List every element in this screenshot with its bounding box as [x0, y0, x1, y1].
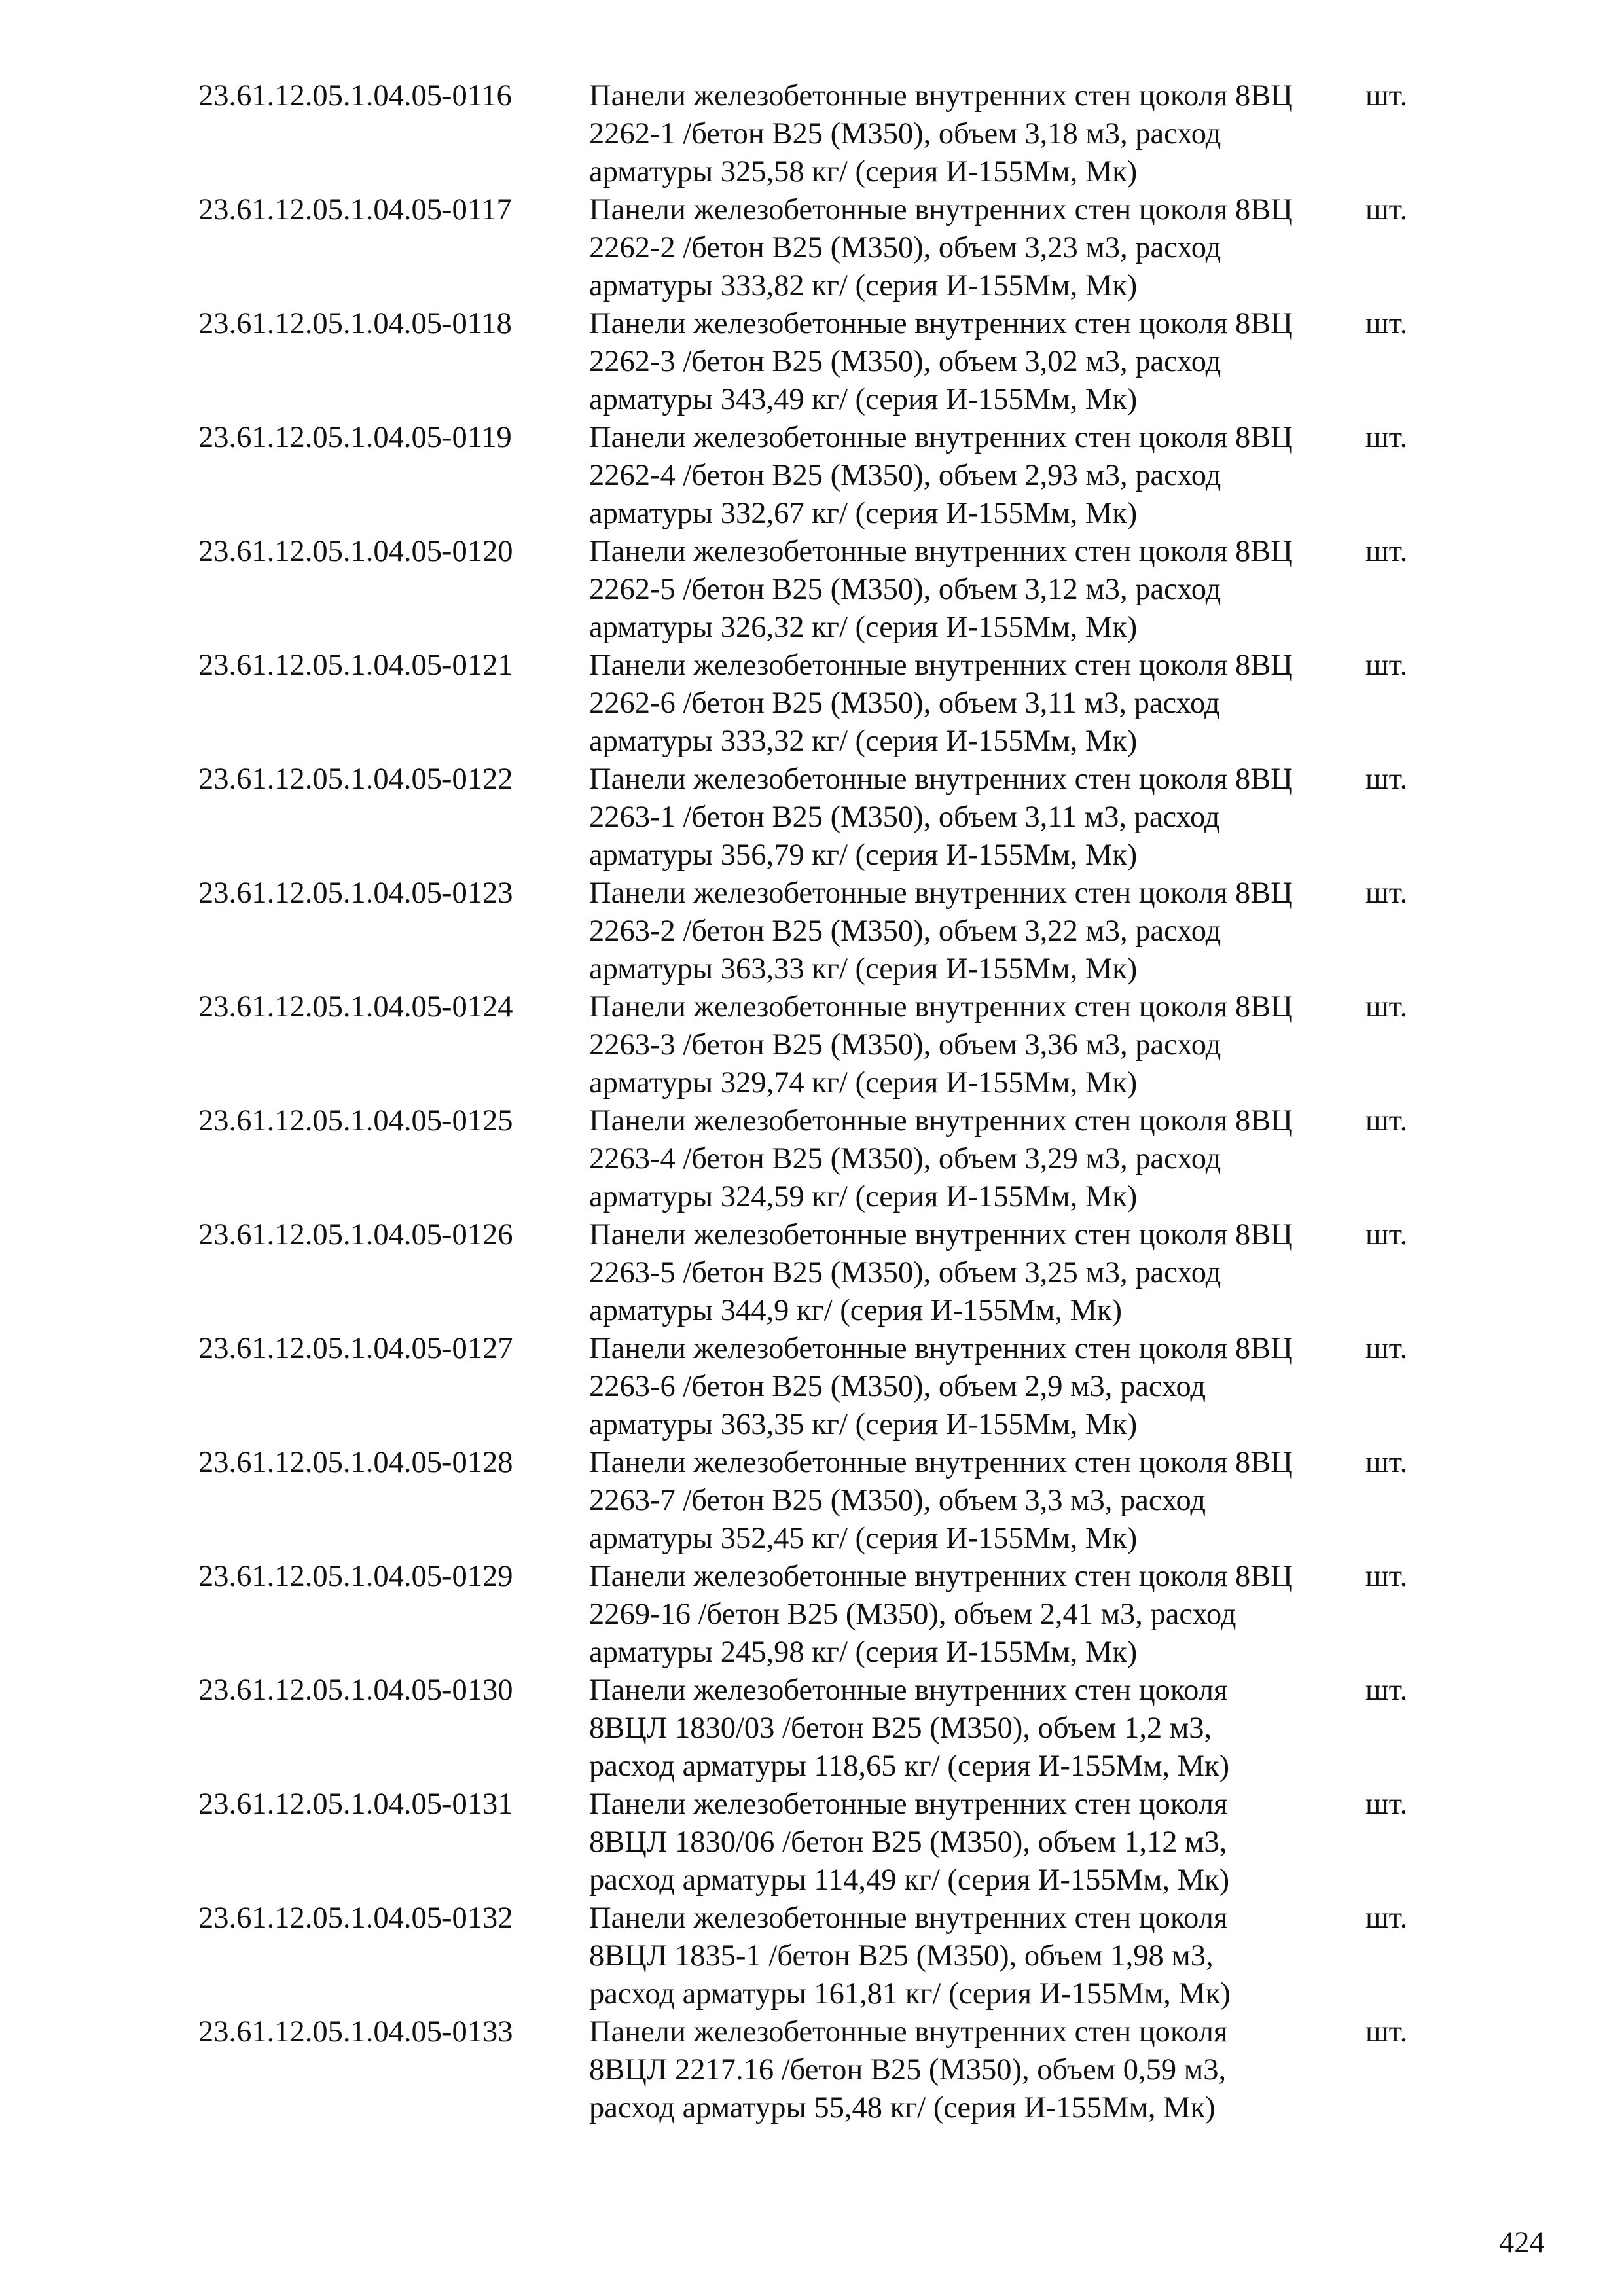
- resource-description: [589, 191, 1362, 305]
- description-line: 2263-6 /бетон В25 (М350), объем 2,9 м3, расход: [589, 1370, 1206, 1403]
- description-line: Панели железобетонные внутренних стен цоколя 8ВЦ: [589, 535, 1293, 568]
- description-line: арматуры 363,35 кг/ (серия И-155Мм, Мк): [589, 1408, 1138, 1441]
- description-line: 8ВЦЛ 1835-1 /бетон В25 (М350), объем 1,98 м3,: [589, 1939, 1214, 1973]
- description-line: Панели железобетонные внутренних стен цоколя 8ВЦ: [589, 421, 1293, 454]
- table-row: [198, 1672, 1442, 1785]
- description-line: 2262-4 /бетон В25 (М350), объем 2,93 м3, расход: [589, 459, 1221, 492]
- resource-code: 23.61.12.05.1.04.05-0131: [198, 1787, 513, 1821]
- resource-description: [589, 1672, 1362, 1785]
- unit-of-measure: шт.: [1365, 79, 1408, 113]
- resource-description: [589, 419, 1362, 533]
- resource-code: 23.61.12.05.1.04.05-0117: [198, 193, 512, 226]
- table-row: [198, 77, 1442, 191]
- resource-description: [589, 533, 1362, 647]
- table-row: [198, 2013, 1442, 2127]
- description-line: 2263-3 /бетон В25 (М350), объем 3,36 м3, расход: [589, 1028, 1221, 1062]
- description-line: Панели железобетонные внутренних стен цоколя 8ВЦ: [589, 1560, 1293, 1593]
- description-line: 2263-7 /бетон В25 (М350), объем 3,3 м3, расход: [589, 1484, 1206, 1517]
- table-row: [198, 305, 1442, 419]
- resource-code: 23.61.12.05.1.04.05-0121: [198, 649, 513, 682]
- table-row: [198, 419, 1442, 533]
- description-line: арматуры 329,74 кг/ (серия И-155Мм, Мк): [589, 1066, 1138, 1100]
- resource-description: [589, 1330, 1362, 1444]
- table-row: [198, 1330, 1442, 1444]
- table-row: [198, 1216, 1442, 1330]
- description-line: расход арматуры 55,48 кг/ (серия И-155Мм, Мк): [589, 2091, 1216, 2125]
- description-line: Панели железобетонные внутренних стен цоколя 8ВЦ: [589, 307, 1293, 340]
- table-row: [198, 1558, 1442, 1672]
- description-line: Панели железобетонные внутренних стен цоколя: [589, 1787, 1228, 1821]
- unit-of-measure: шт.: [1365, 421, 1408, 454]
- description-line: арматуры 333,82 кг/ (серия И-155Мм, Мк): [589, 269, 1138, 302]
- resource-description: [589, 874, 1362, 988]
- description-line: 2269-16 /бетон В25 (М350), объем 2,41 м3, расход: [589, 1598, 1236, 1631]
- resource-code: 23.61.12.05.1.04.05-0120: [198, 535, 513, 568]
- resource-description: [589, 1785, 1362, 1899]
- description-line: арматуры 325,58 кг/ (серия И-155Мм, Мк): [589, 155, 1138, 188]
- resource-description: [589, 77, 1362, 191]
- description-line: Панели железобетонные внутренних стен цоколя 8ВЦ: [589, 1104, 1293, 1138]
- description-line: Панели железобетонные внутренних стен цоколя 8ВЦ: [589, 193, 1293, 226]
- unit-of-measure: шт.: [1365, 1218, 1408, 1251]
- description-line: расход арматуры 114,49 кг/ (серия И-155Мм, Мк): [589, 1863, 1230, 1897]
- description-line: Панели железобетонные внутренних стен цоколя 8ВЦ: [589, 1446, 1293, 1479]
- resource-description: [589, 1444, 1362, 1558]
- table-row: [198, 988, 1442, 1102]
- resource-description: [589, 647, 1362, 761]
- resource-code: 23.61.12.05.1.04.05-0127: [198, 1332, 513, 1365]
- table-row: [198, 191, 1442, 305]
- unit-of-measure: шт.: [1365, 762, 1408, 796]
- table-row: [198, 1102, 1442, 1216]
- description-line: арматуры 356,79 кг/ (серия И-155Мм, Мк): [589, 838, 1138, 872]
- description-line: арматуры 245,98 кг/ (серия И-155Мм, Мк): [589, 1636, 1138, 1669]
- description-line: Панели железобетонные внутренних стен цоколя 8ВЦ: [589, 990, 1293, 1024]
- description-line: Панели железобетонные внутренних стен цоколя: [589, 1901, 1228, 1935]
- unit-of-measure: шт.: [1365, 2015, 1408, 2049]
- resource-code: 23.61.12.05.1.04.05-0125: [198, 1104, 513, 1138]
- description-line: 2263-5 /бетон В25 (М350), объем 3,25 м3, расход: [589, 1256, 1221, 1289]
- description-line: арматуры 344,9 кг/ (серия И-155Мм, Мк): [589, 1294, 1122, 1327]
- resource-code: 23.61.12.05.1.04.05-0129: [198, 1560, 513, 1593]
- description-line: Панели железобетонные внутренних стен цоколя 8ВЦ: [589, 79, 1293, 113]
- description-line: Панели железобетонные внутренних стен цоколя: [589, 1674, 1228, 1707]
- resource-description: [589, 1899, 1362, 2013]
- description-line: 8ВЦЛ 2217.16 /бетон В25 (М350), объем 0,59 м3,: [589, 2053, 1227, 2087]
- resource-code: 23.61.12.05.1.04.05-0119: [198, 421, 512, 454]
- page-number: 424: [1499, 2226, 1545, 2259]
- resource-code: 23.61.12.05.1.04.05-0128: [198, 1446, 513, 1479]
- resource-description: [589, 761, 1362, 874]
- table-row: [198, 874, 1442, 988]
- description-line: 8ВЦЛ 1830/03 /бетон В25 (М350), объем 1,2 м3,: [589, 1712, 1212, 1745]
- table-row: [198, 1899, 1442, 2013]
- description-line: 2262-3 /бетон В25 (М350), объем 3,02 м3, расход: [589, 345, 1221, 378]
- resource-description: [589, 2013, 1362, 2127]
- description-line: 2262-1 /бетон В25 (М350), объем 3,18 м3, расход: [589, 117, 1221, 151]
- unit-of-measure: шт.: [1365, 1332, 1408, 1365]
- unit-of-measure: шт.: [1365, 307, 1408, 340]
- description-line: 8ВЦЛ 1830/06 /бетон В25 (М350), объем 1,12 м3,: [589, 1825, 1227, 1859]
- resource-code: 23.61.12.05.1.04.05-0116: [198, 79, 512, 113]
- resource-code: 23.61.12.05.1.04.05-0122: [198, 762, 513, 796]
- resource-description: [589, 988, 1362, 1102]
- resource-description: [589, 1102, 1362, 1216]
- table-row: [198, 1785, 1442, 1899]
- resource-code: 23.61.12.05.1.04.05-0126: [198, 1218, 513, 1251]
- resource-code: 23.61.12.05.1.04.05-0132: [198, 1901, 513, 1935]
- description-line: Панели железобетонные внутренних стен цоколя 8ВЦ: [589, 1218, 1293, 1251]
- description-line: 2263-2 /бетон В25 (М350), объем 3,22 м3, расход: [589, 914, 1221, 948]
- price-list-table: [198, 77, 1442, 2127]
- unit-of-measure: шт.: [1365, 649, 1408, 682]
- unit-of-measure: шт.: [1365, 1560, 1408, 1593]
- description-line: расход арматуры 118,65 кг/ (серия И-155Мм, Мк): [589, 1749, 1230, 1783]
- description-line: арматуры 343,49 кг/ (серия И-155Мм, Мк): [589, 383, 1138, 416]
- description-line: арматуры 363,33 кг/ (серия И-155Мм, Мк): [589, 952, 1138, 986]
- description-line: 2263-4 /бетон В25 (М350), объем 3,29 м3, расход: [589, 1142, 1221, 1175]
- unit-of-measure: шт.: [1365, 1901, 1408, 1935]
- description-line: Панели железобетонные внутренних стен цоколя 8ВЦ: [589, 1332, 1293, 1365]
- description-line: арматуры 352,45 кг/ (серия И-155Мм, Мк): [589, 1522, 1138, 1555]
- resource-code: 23.61.12.05.1.04.05-0118: [198, 307, 512, 340]
- unit-of-measure: шт.: [1365, 876, 1408, 910]
- resource-code: 23.61.12.05.1.04.05-0124: [198, 990, 513, 1024]
- resource-code: 23.61.12.05.1.04.05-0130: [198, 1674, 513, 1707]
- table-row: [198, 1444, 1442, 1558]
- description-line: 2262-6 /бетон В25 (М350), объем 3,11 м3, расход: [589, 687, 1220, 720]
- description-line: Панели железобетонные внутренних стен цоколя 8ВЦ: [589, 762, 1293, 796]
- description-line: 2262-2 /бетон В25 (М350), объем 3,23 м3, расход: [589, 231, 1221, 264]
- description-line: Панели железобетонные внутренних стен цоколя 8ВЦ: [589, 649, 1293, 682]
- resource-description: [589, 1558, 1362, 1672]
- description-line: 2263-1 /бетон В25 (М350), объем 3,11 м3, расход: [589, 800, 1220, 834]
- resource-description: [589, 1216, 1362, 1330]
- description-line: Панели железобетонные внутренних стен цоколя: [589, 2015, 1228, 2049]
- resource-description: [589, 305, 1362, 419]
- description-line: арматуры 333,32 кг/ (серия И-155Мм, Мк): [589, 725, 1138, 758]
- unit-of-measure: шт.: [1365, 990, 1408, 1024]
- description-line: 2262-5 /бетон В25 (М350), объем 3,12 м3, расход: [589, 573, 1221, 606]
- table-row: [198, 761, 1442, 874]
- description-line: Панели железобетонные внутренних стен цоколя 8ВЦ: [589, 876, 1293, 910]
- unit-of-measure: шт.: [1365, 1104, 1408, 1138]
- unit-of-measure: шт.: [1365, 193, 1408, 226]
- table-row: [198, 647, 1442, 761]
- description-line: арматуры 324,59 кг/ (серия И-155Мм, Мк): [589, 1180, 1138, 1213]
- unit-of-measure: шт.: [1365, 535, 1408, 568]
- unit-of-measure: шт.: [1365, 1787, 1408, 1821]
- unit-of-measure: шт.: [1365, 1674, 1408, 1707]
- resource-code: 23.61.12.05.1.04.05-0123: [198, 876, 513, 910]
- table-row: [198, 533, 1442, 647]
- description-line: расход арматуры 161,81 кг/ (серия И-155Мм, Мк): [589, 1977, 1231, 2011]
- description-line: арматуры 332,67 кг/ (серия И-155Мм, Мк): [589, 497, 1138, 530]
- description-line: арматуры 326,32 кг/ (серия И-155Мм, Мк): [589, 611, 1138, 644]
- resource-code: 23.61.12.05.1.04.05-0133: [198, 2015, 513, 2049]
- unit-of-measure: шт.: [1365, 1446, 1408, 1479]
